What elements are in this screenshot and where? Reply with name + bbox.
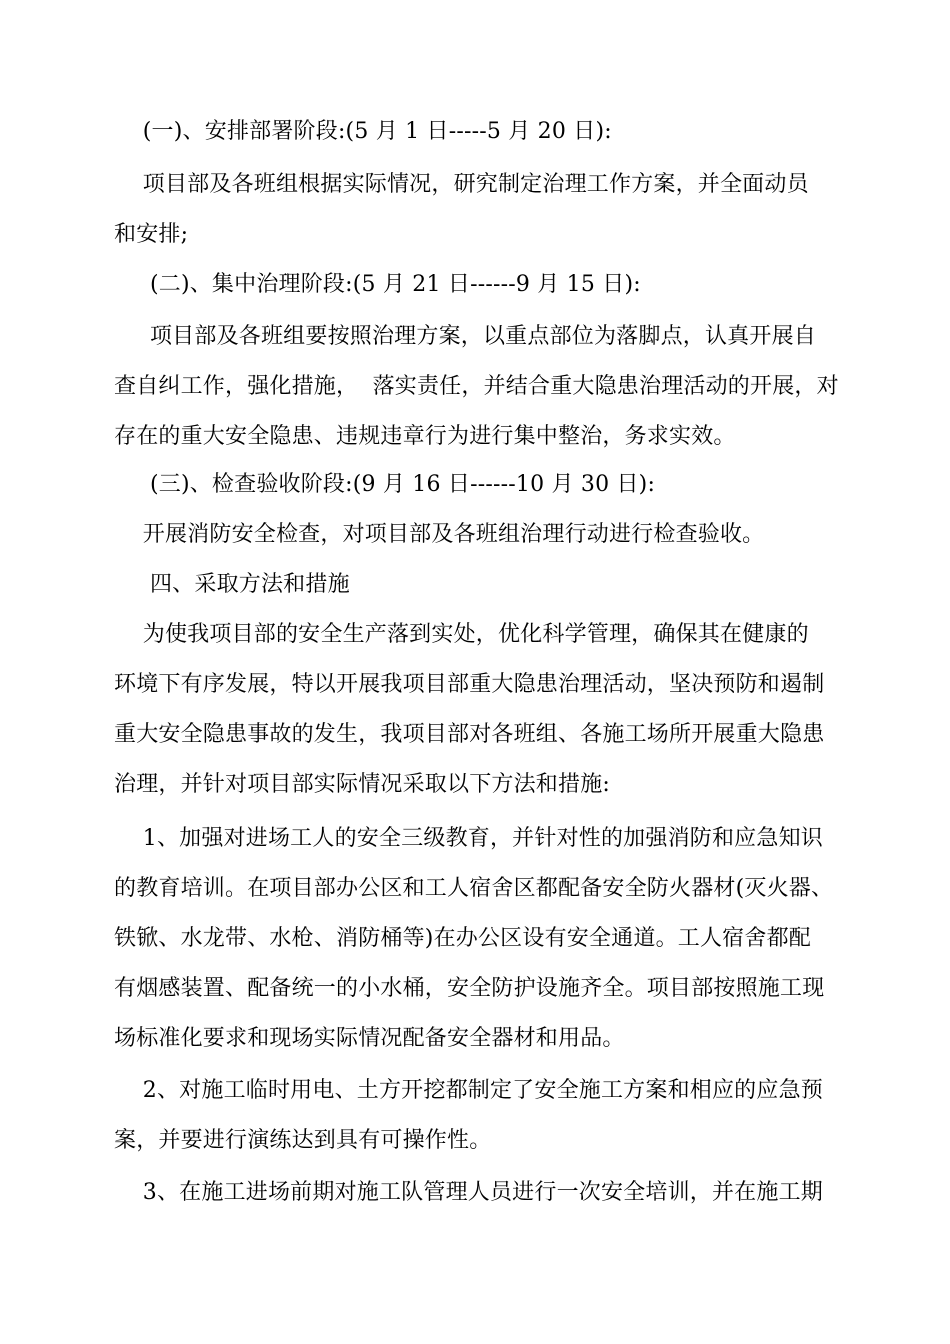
text-line: 1、加强对进场工人的安全三级教育，并针对性的加强消防和应急知识 [114, 826, 823, 851]
text-line: 3、在施工进场前期对施工队管理人员进行一次安全培训，并在施工期 [114, 1180, 823, 1205]
text-line: (三)、检查验收阶段:(9 月 16 日------10 月 30 日): [114, 472, 656, 497]
text-line: 治理，并针对项目部实际情况采取以下方法和措施: [114, 772, 611, 797]
section-heading: 四、采取方法和措施 [114, 572, 350, 597]
text-line: (一)、安排部署阶段:(5 月 1 日-----5 月 20 日): [114, 119, 612, 144]
text-line: 和安排; [114, 222, 189, 247]
text-line: 有烟感装置、配备统一的小水桶，安全防护设施齐全。项目部按照施工现 [114, 976, 825, 1001]
text-line: 环境下有序发展，特以开展我项目部重大隐患治理活动，坚决预防和遏制 [114, 672, 825, 697]
text-line: 项目部及各班组根据实际情况，研究制定治理工作方案，并全面动员 [114, 172, 809, 197]
text-line: 铁锨、水龙带、水枪、消防桶等)在办公区设有安全通道。工人宿舍都配 [114, 926, 811, 951]
text-line: 场标准化要求和现场实际情况配备安全器材和用品。 [114, 1026, 625, 1051]
text-line: 重大安全隐患事故的发生，我项目部对各班组、各施工场所开展重大隐患 [114, 722, 825, 747]
text-line: 查自纠工作，强化措施， 落实责任，并结合重大隐患治理活动的开展，对 [114, 374, 839, 399]
text-line: 2、对施工临时用电、土方开挖都制定了安全施工方案和相应的应急预 [114, 1078, 823, 1103]
text-line: 的教育培训。在项目部办公区和工人宿舍区都配备安全防火器材(灭火器、 [114, 876, 834, 901]
text-line: 开展消防安全检查，对项目部及各班组治理行动进行检查验收。 [114, 522, 765, 547]
text-line: 案，并要进行演练达到具有可操作性。 [114, 1128, 492, 1153]
text-line: 为使我项目部的安全生产落到实处，优化科学管理，确保其在健康的 [114, 622, 809, 647]
text-line: (二)、集中治理阶段:(5 月 21 日------9 月 15 日): [114, 272, 641, 297]
text-line: 项目部及各班组要按照治理方案，以重点部位为落脚点，认真开展自 [114, 324, 816, 349]
text-line: 存在的重大安全隐患、违规违章行为进行集中整治，务求实效。 [114, 424, 736, 449]
